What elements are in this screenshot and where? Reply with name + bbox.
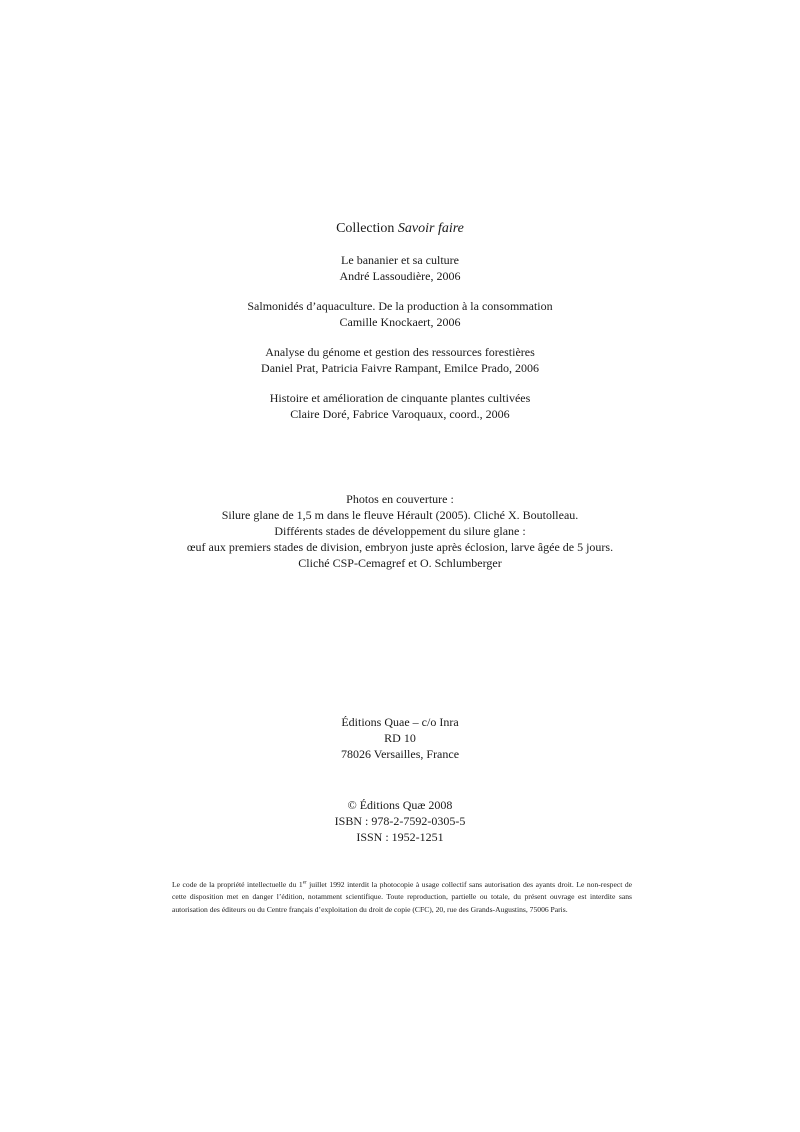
book-title: Histoire et amélioration de cinquante plantes cultivées [269,391,531,405]
cover-photo-credits [0,491,800,571]
book-title: Salmonidés d’aquaculture. De la production à la consommation [247,299,553,313]
legal-notice-part1: Le code de la propriété intellectuelle du 1 [172,880,303,889]
cover-photo-line: Silure glane de 1,5 m dans le fleuve Hérault (2005). Cliché X. Boutolleau. [221,508,579,522]
cover-photo-line: Différents stades de développement du silure glane : [274,524,526,538]
book-title: Le bananier et sa culture [341,253,459,267]
book-entry [0,252,800,284]
book-entry [0,390,800,422]
cover-photo-line: œuf aux premiers stades de division, embryon juste après éclosion, larve âgée de 5 jours. [186,540,614,554]
publisher-line: Éditions Quae – c/o Inra [341,715,459,729]
legal-notice [172,879,632,916]
publisher-line: RD 10 [384,731,416,745]
book-authors: Camille Knockaert, 2006 [339,315,461,329]
book-title: Analyse du génome et gestion des ressources forestières [265,345,535,359]
publisher-address [0,714,800,762]
book-authors: Claire Doré, Fabrice Varoquaux, coord., 2006 [290,407,510,421]
copyright-notice: © Éditions Quæ 2008 [347,798,453,812]
book-authors: André Lassoudière, 2006 [339,269,461,283]
isbn: ISBN : 978-2-7592-0305-5 [334,814,466,828]
legal-notice-part2: juillet 1992 interdit la photocopie à usage collectif sans autorisation des ayants droit. Le non-respect de cette disposition met en danger l’édition, notamment scientifique. Toute reproduction, partielle ou totale, du présent ouvrage est interdite sans autorisation des éditeurs ou du Centre français d’exploitation du droit de copie (CFC), 20, rue des Grands-Augustins, 75006 Paris. [172,880,633,914]
book-list [0,252,800,436]
collection-series-name: Savoir faire [397,221,464,236]
legal-notice-superscript: er [302,880,307,886]
book-authors: Daniel Prat, Patricia Faivre Rampant, Emilce Prado, 2006 [261,361,539,375]
collection-prefix: Collection [336,221,395,236]
cover-photo-heading: Photos en couverture : [346,492,454,506]
copyright-block [0,797,800,845]
book-entry [0,298,800,330]
collection-title [0,220,800,238]
cover-photo-line: Cliché CSP-Cemagref et O. Schlumberger [298,556,502,570]
issn: ISSN : 1952-1251 [356,830,444,844]
book-entry [0,344,800,376]
publisher-line: 78026 Versailles, France [340,747,460,761]
